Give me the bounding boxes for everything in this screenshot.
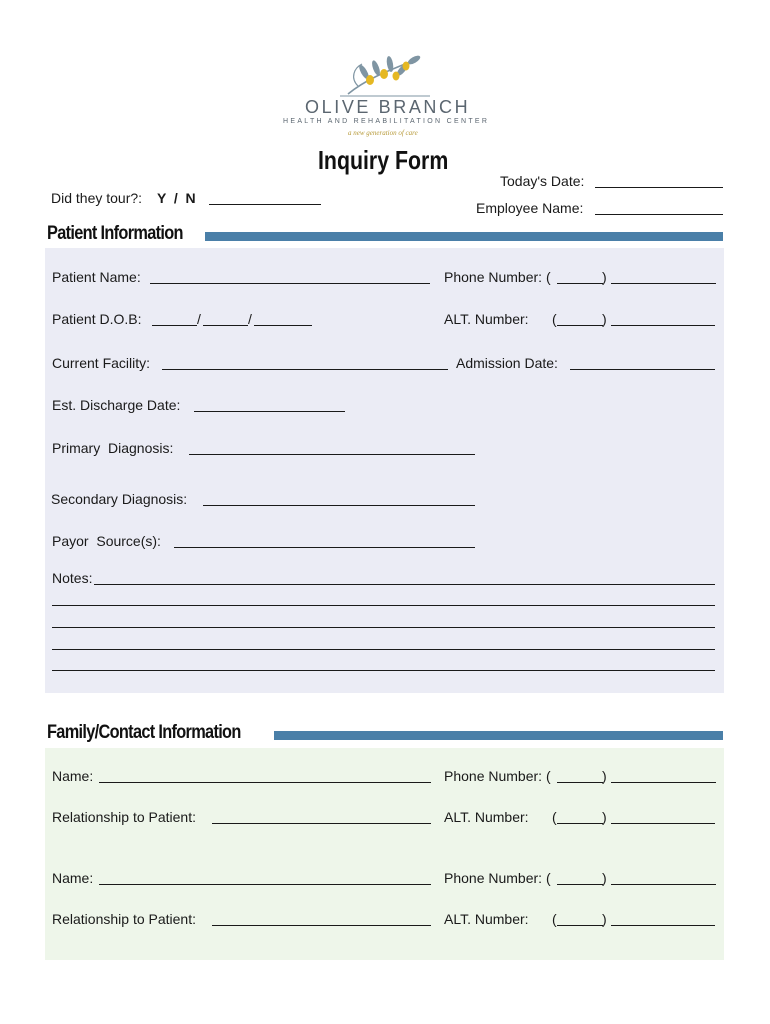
contact-1-alt-close: )	[602, 809, 607, 825]
notes-line-4[interactable]	[52, 649, 715, 650]
contact-1-alt-field[interactable]	[611, 823, 715, 824]
tour-field-line[interactable]	[209, 204, 321, 205]
notes-line-3[interactable]	[52, 627, 715, 628]
patient-name-label: Patient Name:	[52, 269, 141, 285]
notes-line-5[interactable]	[52, 670, 715, 671]
contact-1-alt-label: ALT. Number:	[444, 809, 529, 825]
primary-diagnosis-field[interactable]	[189, 454, 475, 455]
patient-section-title: Patient Information	[47, 223, 183, 244]
logo-tagline: a new generation of care	[348, 129, 418, 137]
contact-2-alt-label: ALT. Number:	[444, 911, 529, 927]
alt-number-label: ALT. Number:	[444, 311, 529, 327]
contact-1-name-field[interactable]	[99, 782, 431, 783]
contact-1-name-label: Name:	[52, 768, 94, 784]
olive-branch-logo-icon	[340, 50, 430, 98]
logo-name: OLIVE BRANCH	[305, 97, 471, 117]
admission-date-label: Admission Date:	[456, 355, 558, 371]
alt-area-code-field[interactable]	[557, 325, 603, 326]
phone-number-field[interactable]	[611, 283, 716, 284]
contact-2-phone-label: Phone Number: (	[444, 870, 551, 886]
family-panel	[45, 748, 724, 960]
form-title: Inquiry Form	[318, 145, 449, 175]
contact-1-phone-field[interactable]	[611, 782, 716, 783]
contact-2-phone-area-field[interactable]	[557, 884, 603, 885]
contact-2-name-label: Name:	[52, 870, 94, 886]
payor-source-label: Payor Source(s):	[52, 533, 161, 549]
contact-1-relationship-label: Relationship to Patient:	[52, 809, 196, 825]
family-section-title: Family/Contact Information	[47, 722, 241, 743]
dob-year-field[interactable]	[254, 325, 312, 326]
contact-2-alt-field[interactable]	[611, 925, 715, 926]
contact-1-relationship-field[interactable]	[212, 823, 431, 824]
contact-2-alt-open: (	[552, 911, 557, 927]
notes-line-1[interactable]	[94, 584, 715, 585]
contact-2-alt-close: )	[602, 911, 607, 927]
dob-label: Patient D.O.B:	[52, 311, 142, 327]
alt-close-paren: )	[602, 311, 607, 327]
dob-sep-2: /	[248, 311, 252, 327]
discharge-date-label: Est. Discharge Date:	[52, 397, 181, 413]
tour-label: Did they tour?:	[51, 190, 143, 206]
contact-2-relationship-label: Relationship to Patient:	[52, 911, 196, 927]
family-section-bar	[274, 731, 723, 740]
notes-label: Notes:	[52, 570, 93, 586]
contact-1-phone-area-field[interactable]	[557, 782, 603, 783]
payor-source-field[interactable]	[174, 547, 475, 548]
contact-1-alt-open: (	[552, 809, 557, 825]
alt-open-paren: (	[552, 311, 557, 327]
facility-field[interactable]	[162, 369, 448, 370]
contact-2-relationship-field[interactable]	[212, 925, 431, 926]
patient-name-field[interactable]	[150, 283, 430, 284]
contact-2-phone-field[interactable]	[611, 884, 716, 885]
logo-subtitle: HEALTH AND REHABILITATION CENTER	[283, 118, 490, 125]
employee-name-label: Employee Name:	[476, 200, 584, 216]
contact-1-alt-area-field[interactable]	[557, 823, 603, 824]
dob-day-field[interactable]	[203, 325, 248, 326]
discharge-date-field[interactable]	[194, 411, 345, 412]
todays-date-label: Today's Date:	[500, 173, 585, 189]
admission-date-field[interactable]	[570, 369, 715, 370]
employee-name-field[interactable]	[595, 214, 723, 215]
contact-2-phone-paren: )	[602, 870, 607, 886]
contact-2-name-field[interactable]	[99, 884, 431, 885]
dob-month-field[interactable]	[152, 325, 197, 326]
patient-section-bar	[205, 232, 723, 241]
todays-date-field[interactable]	[595, 187, 723, 188]
phone-label: Phone Number: (	[444, 269, 551, 285]
phone-area-code-field[interactable]	[557, 283, 603, 284]
contact-1-phone-label: Phone Number: (	[444, 768, 551, 784]
contact-2-alt-area-field[interactable]	[557, 925, 603, 926]
dob-sep-1: /	[197, 311, 201, 327]
tour-options[interactable]: Y / N	[157, 190, 196, 206]
alt-number-field[interactable]	[611, 325, 715, 326]
contact-1-phone-paren: )	[602, 768, 607, 784]
primary-diagnosis-label: Primary Diagnosis:	[52, 440, 174, 456]
phone-close-paren: )	[602, 269, 607, 285]
secondary-diagnosis-field[interactable]	[203, 505, 475, 506]
notes-line-2[interactable]	[52, 605, 715, 606]
facility-label: Current Facility:	[52, 355, 151, 371]
secondary-diagnosis-label: Secondary Diagnosis:	[51, 491, 188, 507]
